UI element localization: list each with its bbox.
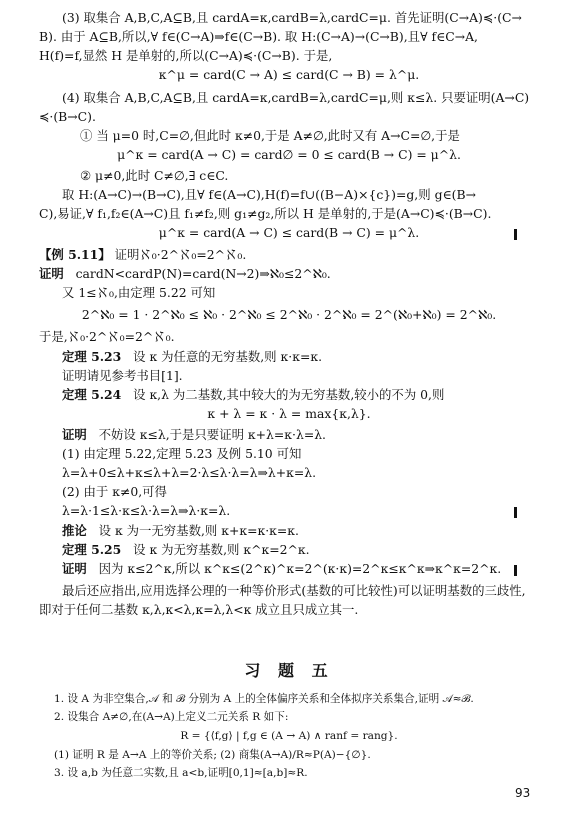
exercise-item: (1) 证明 R 是 A→A 上的等价关系; (2) 商集(A→A)/R≈P(A)−{∅}. — [54, 749, 371, 761]
proof-text: cardN<cardP(N)=card(N→2)⇒ℵ₀≤2^ℵ₀. — [75, 266, 331, 281]
exercise-item: 1. 设 A 为非空集合,𝒜 和 ℬ 分别为 A 上的全体偏序关系和全体拟序关系集合,证明 𝒜≈ℬ. — [54, 693, 474, 705]
text-line: C),易证,∀ f₁,f₂∈(A→C)且 f₁≠f₂,则 g₁≠g₂,所以 H 是单射的,于是(A→C)≼·(B→C). — [39, 206, 492, 221]
text-line: λ=λ+0≤λ+κ≤λ+λ=2·λ≤λ·λ=λ⇒λ+κ=λ. — [62, 465, 317, 480]
theorem-line — [62, 542, 310, 558]
text-line: B). 由于 A⊆B,所以,∀ f∈(C→A)⇒f∈(C→B). 取 H:(C→A)→(C→B),且∀ f∈C→A, — [39, 29, 478, 44]
text-line: (1) 由定理 5.22,定理 5.23 及例 5.10 可知 — [62, 446, 302, 461]
proof-text: 因为 κ≤2^κ,所以 κ^κ≤(2^κ)^κ=2^(κ·κ)=2^κ≤κ^κ⇒κ^κ=2^κ. — [98, 561, 502, 576]
text-line: λ=λ·1≤λ·κ≤λ·λ=λ⇒λ·κ=λ. — [62, 503, 231, 518]
formula-line: μ^κ = card(A → C) ≤ card(B → C) = μ^λ. — [158, 225, 420, 240]
formula-line: κ + λ = κ · λ = max{κ,λ}. — [207, 406, 371, 421]
text-line: ≼·(B→C). — [39, 109, 96, 124]
formula-line: μ^κ = card(A → C) = card∅ = 0 ≤ card(B → C) = μ^λ. — [117, 147, 461, 162]
theorem-label: 定理 5.25 — [62, 542, 122, 557]
text-line: (2) 由于 κ≠0,可得 — [62, 484, 167, 499]
text-line: 最后还应指出,应用选择公理的一种等价形式(基数的可比较性)可以证明基数的三歧性, — [62, 583, 526, 598]
theorem-label: 定理 5.23 — [62, 349, 122, 364]
proof-line — [62, 427, 326, 443]
exercise-section-title: 习 题 五 — [244, 661, 334, 680]
text-line: 取 H:(A→C)→(B→C),且∀ f∈(A→C),H(f)=f∪((B−A)×{c})=g,则 g∈(B→ — [62, 187, 477, 202]
proof-label: 证明 — [62, 427, 87, 442]
text-line: 又 1≤ℵ₀,由定理 5.22 可知 — [62, 285, 216, 300]
page-number: 93 — [515, 786, 531, 800]
text-line: ② μ≠0,此时 C≠∅,∃ c∈C. — [80, 168, 229, 183]
end-of-proof-mark — [514, 229, 517, 240]
proof-line — [62, 561, 501, 577]
text-line: 证明请见参考书目[1]. — [62, 368, 183, 383]
theorem-line — [62, 349, 322, 365]
corollary-label: 推论 — [62, 523, 87, 538]
end-of-proof-mark — [514, 507, 517, 518]
proof-line — [39, 266, 331, 282]
exercise-item: 2. 设集合 A≠∅,在(A→A)上定义二元关系 R 如下: — [54, 711, 289, 723]
proof-text: 不妨设 κ≤λ,于是只要证明 κ+λ=κ·λ=λ. — [98, 427, 326, 442]
exercise-formula: R = {⟨f,g⟩ | f,g ∈ (A → A) ∧ ranf = rang}. — [180, 730, 398, 742]
formula-line: 2^ℵ₀ = 1 · 2^ℵ₀ ≤ ℵ₀ · 2^ℵ₀ ≤ 2^ℵ₀ · 2^ℵ₀ = 2^(ℵ₀+ℵ₀) = 2^ℵ₀. — [81, 307, 497, 322]
text-line: 即对于任何二基数 κ,λ,κ<λ,κ=λ,λ<κ 成立且只成立其一. — [39, 602, 359, 617]
formula-line: κ^μ = card(C → A) ≤ card(C → B) = λ^μ. — [158, 67, 420, 82]
text-line: (3) 取集合 A,B,C,A⊆B,且 cardA=κ,cardB=λ,cardC=μ. 首先证明(C→A)≼·(C→ — [62, 10, 522, 25]
theorem-text: 设 κ,λ 为二基数,其中较大的为无穷基数,较小的不为 0,则 — [133, 387, 445, 402]
text-line: H(f)=f,显然 H 是单射的,所以(C→A)≼·(C→B). 于是, — [39, 48, 333, 63]
proof-label: 证明 — [62, 561, 87, 576]
corollary-text: 设 κ 为一无穷基数,则 κ+κ=κ·κ=κ. — [98, 523, 299, 538]
example-text: 证明ℵ₀·2^ℵ₀=2^ℵ₀. — [114, 247, 247, 262]
theorem-text: 设 κ 为无穷基数,则 κ^κ=2^κ. — [133, 542, 310, 557]
end-of-proof-mark — [514, 565, 517, 576]
text-line: ① 当 μ=0 时,C=∅,但此时 κ≠0,于是 A≠∅,此时又有 A→C=∅,于是 — [80, 128, 460, 143]
theorem-line — [62, 387, 444, 403]
example-heading — [39, 247, 246, 263]
example-label: 【例 5.11】 — [39, 247, 111, 262]
theorem-label: 定理 5.24 — [62, 387, 122, 402]
exercise-item: 3. 设 a,b 为任意二实数,且 a<b,证明[0,1]≈[a,b]≈R. — [54, 767, 308, 779]
theorem-text: 设 κ 为任意的无穷基数,则 κ·κ=κ. — [133, 349, 323, 364]
text-line: 于是,ℵ₀·2^ℵ₀=2^ℵ₀. — [39, 329, 175, 344]
text-line: (4) 取集合 A,B,C,A⊆B,且 cardA=κ,cardB=λ,cardC=μ,则 κ≤λ. 只要证明(A→C) — [62, 90, 530, 105]
proof-label: 证明 — [39, 266, 64, 281]
corollary-line — [62, 523, 299, 539]
